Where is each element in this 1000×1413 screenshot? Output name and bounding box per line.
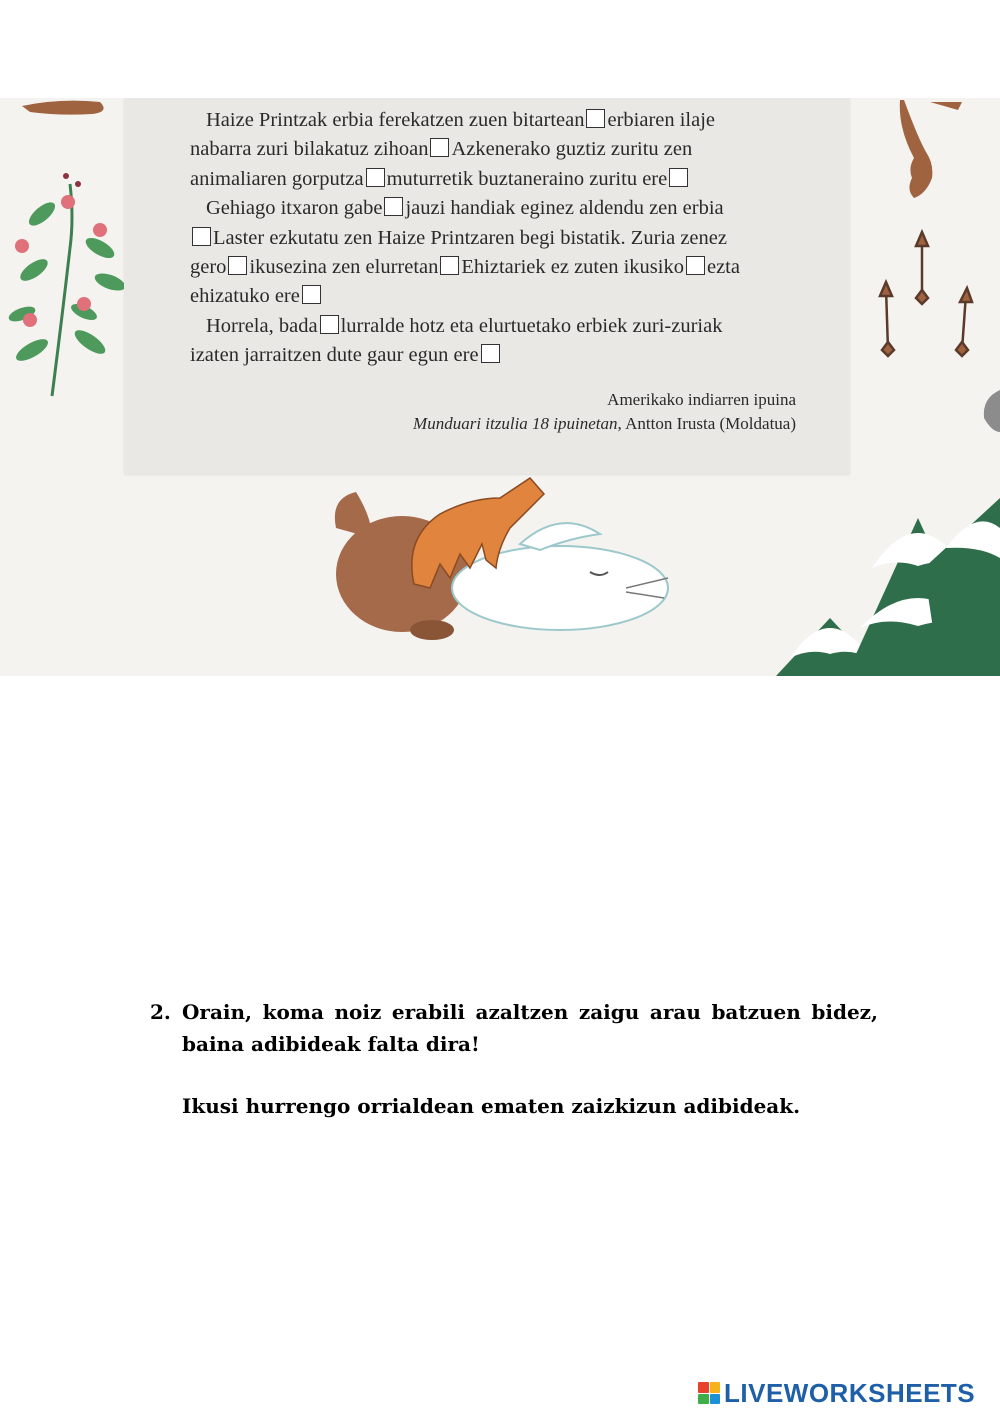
punctuation-box-11[interactable] [320, 315, 339, 334]
story-line-6: gero ikusezina zen elurretan Ehiztariek ez zuten ikusiko ezta [190, 256, 740, 279]
liveworksheets-logo-icon [698, 1382, 720, 1404]
punctuation-box-2[interactable] [430, 138, 449, 157]
story-line-8: Horrela, bada lurralde hotz eta elurtuetako erbiek zuri-zuriak [206, 314, 723, 337]
snowy-trees-illustration [776, 498, 1000, 676]
task-2 [150, 996, 878, 1122]
task-instruction: Ikusi hurrengo orrialdean ematen zaizkizun adibideak. [182, 1094, 801, 1118]
punctuation-box-1[interactable] [586, 109, 605, 128]
story-line-4: Gehiago itxaron gabe jauzi handiak eginez aldendu zen erbia [206, 197, 724, 220]
story-credit [413, 388, 796, 436]
story-line-9: izaten jarraitzen dute gaur egun ere [190, 341, 810, 370]
animal-fur-illustration [22, 101, 104, 115]
rock-illustration [984, 390, 1000, 432]
task-number: 2. [150, 1000, 171, 1024]
arm-illustration [900, 100, 933, 198]
punctuation-box-10[interactable] [302, 285, 321, 304]
story-line-1: Haize Printzak erbia ferekatzen zuen bitartean erbiaren ilaje [206, 109, 716, 131]
scanned-page [0, 98, 1000, 676]
liveworksheets-brand[interactable] [698, 1378, 975, 1408]
punctuation-box-7[interactable] [228, 256, 247, 275]
punctuation-box-9[interactable] [686, 256, 705, 275]
punctuation-box-3[interactable] [366, 168, 385, 187]
story-text [190, 106, 810, 371]
punctuation-box-5[interactable] [384, 197, 403, 216]
punctuation-box-4[interactable] [669, 168, 688, 187]
flower-illustration [7, 173, 128, 396]
story-line-7: ehizatuko ere [190, 282, 810, 311]
brand-wordmark: LIVEWORKSHEETS [724, 1377, 976, 1408]
credit-origin: Amerikako indiarren ipuina [607, 390, 796, 409]
punctuation-box-6[interactable] [192, 227, 211, 246]
punctuation-box-12[interactable] [481, 344, 500, 363]
story-line-2: nabarra zuri bilakatuz zihoan Azkenerako guztiz zuritu zen [190, 138, 693, 161]
credit-book-title: Munduari itzulia 18 ipuinetan [413, 414, 618, 433]
story-line-3: animaliaren gorputza muturretik buztaneraino zuritu ere [190, 165, 810, 194]
credit-source [413, 412, 796, 436]
credit-author: , Antton Irusta (Moldatua) [617, 414, 796, 433]
arrows-illustration [880, 232, 972, 356]
story-line-5: Laster ezkutatu zen Haize Printzaren begi bistatik. Zuria zenez [190, 224, 810, 253]
task-text: Orain, koma noiz erabili azaltzen zaigu arau batzuen bidez, baina adibideak falta dira! [182, 1000, 878, 1056]
punctuation-box-8[interactable] [440, 256, 459, 275]
